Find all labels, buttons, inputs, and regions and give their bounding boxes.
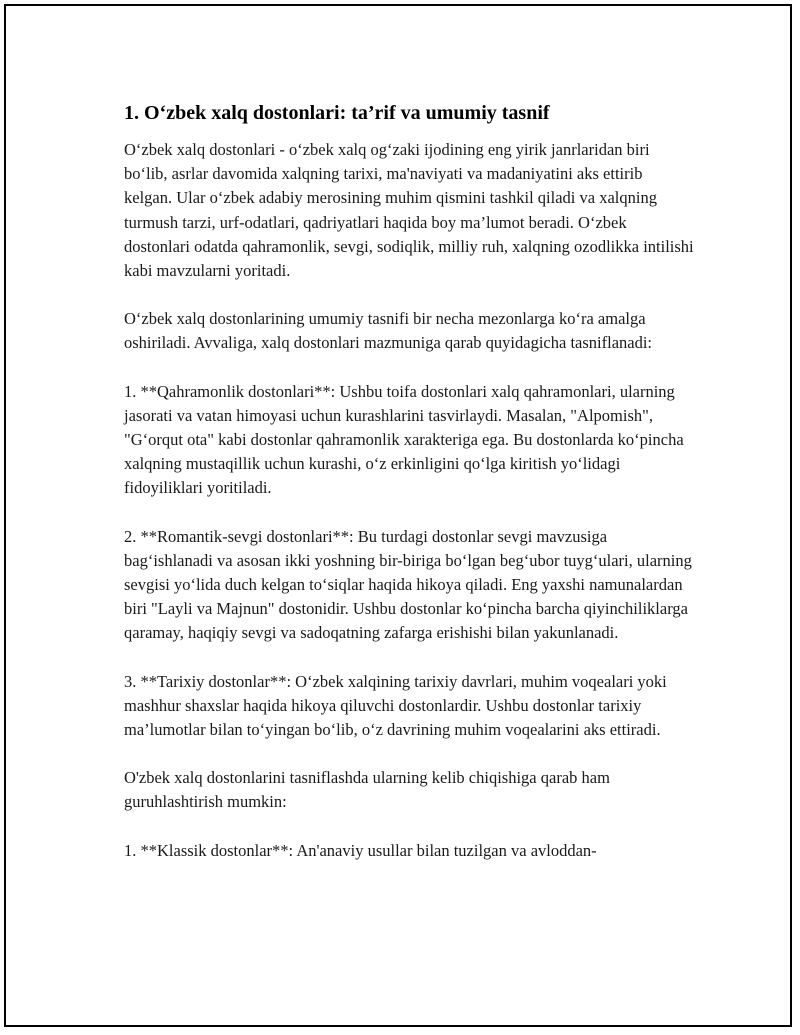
paragraph-historical-epics: 3. **Tarixiy dostonlar**: O‘zbek xalqining tarixiy davrlari, muhim voqealari yoki mashhur shaxslar haqida hikoya qiluvchi dostonlardir. Ushbu dostonlar tarixiy ma’lumotlar bilan to‘yingan bo‘lib, o‘z davrining muhim voqealarini aks ettiradi. [124, 671, 667, 740]
paragraph-heroic-epics: 1. **Qahramonlik dostonlari**: Ushbu toifa dostonlari xalq qahramonlari, ularning jasorati va vatan himoyasi uchun kurashlarini tasvirlaydi. Masalan, "Alpomish", "G‘orqut ota" kabi dostonlar qahramonlik xarakteriga ega. Bu dostonlarda ko‘pincha xalqning mustaqillik uchun kurashi, o‘z erkinligini qo‘lga kiritish yo‘lidagi fidoyiliklari yoritiladi. [124, 381, 684, 498]
paragraph-intro: O‘zbek xalq dostonlari - o‘zbek xalq og‘zaki ijodining eng yirik janrlaridan biri bo‘lib, asrlar davomida xalqning tarixi, ma'naviyati va madaniyatini aks ettirib kelgan. Ular o‘zbek adabiy merosining muhim qismini tashkil qiladi va xalqning turmush tarzi, urf-odatlari, qadriyatlari haqida boy ma’lumot beradi. O‘zbek dostonlari odatda qahramonlik, sevgi, sodiqlik, milliy ruh, xalqning ozodlikka intilishi kabi mavzularni yoritadi. [124, 140, 694, 281]
paragraph-origin-grouping: O'zbek xalq dostonlarini tasniflashda ularning kelib chiqishiga qarab ham guruhlashtirish mumkin: [124, 768, 610, 812]
paragraph-classic-epics: 1. **Klassik dostonlar**: An'anaviy usullar bilan tuzilgan va avloddan- [124, 840, 597, 860]
page-frame [4, 4, 792, 1027]
document-body [124, 100, 694, 887]
paragraph-classification: O‘zbek xalq dostonlarining umumiy tasnifi bir necha mezonlarga ko‘ra amalga oshiriladi. Avvaliga, xalq dostonlari mazmuniga qarab quyidagicha tasniflanadi: [124, 309, 653, 353]
section-title: 1. O‘zbek xalq dostonlari: ta’rif va umumiy tasnif [124, 102, 550, 124]
paragraph-romantic-epics: 2. **Romantik-sevgi dostonlari**: Bu turdagi dostonlar sevgi mavzusiga bag‘ishlanadi va asosan ikki yoshning bir-biriga bo‘lgan beg‘ubor tuyg‘ulari, ularning sevgisi yo‘lida duch kelgan to‘siqlar haqida hikoya qiladi. Eng yaxshi namunalardan biri "Layli va Majnun" dostonidir. Ushbu dostonlar ko‘pincha barcha qiyinchiliklarga qaramay, haqiqiy sevgi va sadoqatning zafarga erishishi bilan yakunlanadi. [124, 526, 692, 643]
